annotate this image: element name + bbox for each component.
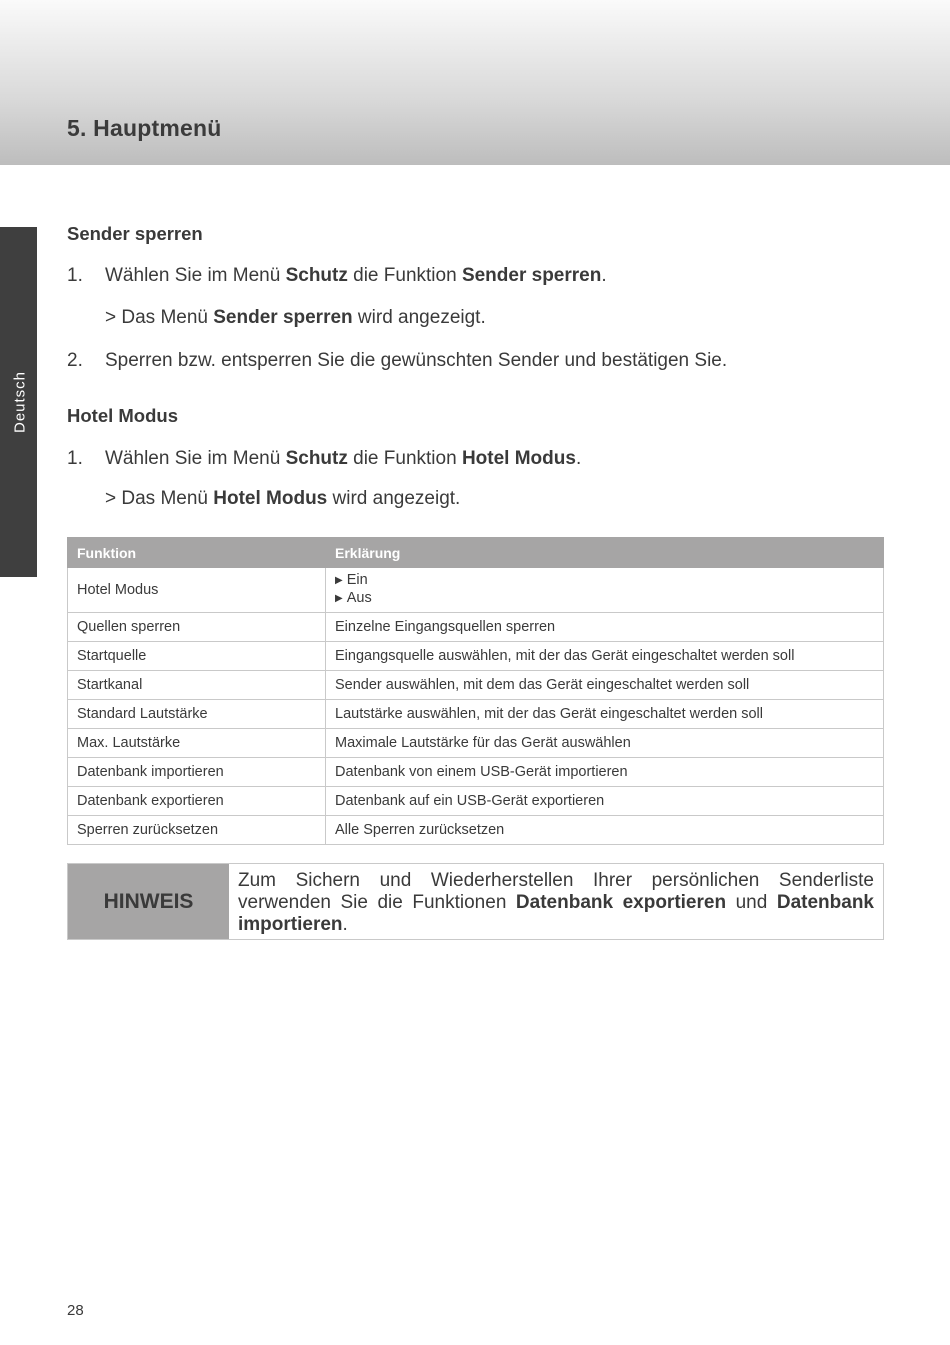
note-text-part: und xyxy=(726,892,777,913)
page-number: 28 xyxy=(67,1302,84,1319)
result-text: > Das Menü xyxy=(105,307,214,328)
option-label: Aus xyxy=(346,590,372,606)
table-cell-erklaerung: Sender auswählen, mit dem das Gerät eingeschaltet werden soll xyxy=(326,671,884,700)
table-header-erklaerung: Erklärung xyxy=(326,538,884,568)
note-label: HINWEIS xyxy=(68,864,229,939)
table-row xyxy=(68,568,884,613)
table-cell-funktion: Sperren zurücksetzen xyxy=(68,816,326,845)
note-text xyxy=(229,864,883,939)
table-header-funktion: Funktion xyxy=(68,538,326,568)
table-cell-funktion: Standard Lautstärke xyxy=(68,700,326,729)
result-sender-1 xyxy=(105,307,486,329)
table-cell-funktion: Datenbank importieren xyxy=(68,758,326,787)
page-title: 5. Hauptmenü xyxy=(67,115,222,141)
table-cell-erklaerung: Datenbank von einem USB-Gerät importieren xyxy=(326,758,884,787)
step-number: 1. xyxy=(67,265,83,286)
step-sender-1 xyxy=(67,265,607,287)
note-box xyxy=(67,863,884,940)
table-cell-erklaerung: Lautstärke auswählen, mit der das Gerät eingeschaltet werden soll xyxy=(326,700,884,729)
result-text: wird angezeigt. xyxy=(327,488,461,509)
step-text: die Funktion xyxy=(347,265,462,286)
step-text: die Funktion xyxy=(347,448,462,469)
table-row xyxy=(68,642,884,671)
result-text: > Das Menü xyxy=(105,488,214,509)
function-table xyxy=(67,537,884,845)
triangle-right-icon: ▶ xyxy=(335,593,343,604)
note-text-part: Zum Sichern und Wiederherstellen Ihrer persönlichen Senderliste verwenden Sie die Funktionen xyxy=(238,870,874,913)
triangle-right-icon: ▶ xyxy=(335,575,343,586)
result-bold-text: Sender sperren xyxy=(213,307,353,328)
table-cell-funktion: Datenbank exportieren xyxy=(68,787,326,816)
table-cell-erklaerung: Datenbank auf ein USB-Gerät exportieren xyxy=(326,787,884,816)
language-tab-label: Deutsch xyxy=(11,370,29,434)
note-text-part: . xyxy=(342,914,348,935)
step-number: 2. xyxy=(67,350,83,371)
result-text: wird angezeigt. xyxy=(352,307,486,328)
table-cell-funktion: Quellen sperren xyxy=(68,613,326,642)
table-cell-erklaerung: Maximale Lautstärke für das Gerät auswählen xyxy=(326,729,884,758)
option-label: Ein xyxy=(346,572,368,588)
table-cell-erklaerung: Einzelne Eingangsquellen sperren xyxy=(326,613,884,642)
table-row xyxy=(68,729,884,758)
step-text: . xyxy=(575,448,582,469)
option-item xyxy=(335,590,874,608)
table-cell-erklaerung: Alle Sperren zurücksetzen xyxy=(326,816,884,845)
note-bold-text: Datenbank exportieren xyxy=(515,892,727,913)
table-cell-funktion: Hotel Modus xyxy=(68,568,326,613)
step-text: . xyxy=(601,265,607,286)
table-row xyxy=(68,700,884,729)
step-bold-text: Schutz xyxy=(285,448,348,469)
step-bold-text: Hotel Modus xyxy=(461,448,576,469)
step-text: Sperren bzw. entsperren Sie die gewünschten Sender und bestätigen Sie. xyxy=(105,350,728,371)
step-sender-2 xyxy=(67,350,727,372)
table-cell-erklaerung: Eingangsquelle auswählen, mit der das Gerät eingeschaltet werden soll xyxy=(326,642,884,671)
table-header-row xyxy=(68,538,884,568)
step-number: 1. xyxy=(67,448,83,469)
note-bold-text: Datenbank importieren xyxy=(238,892,874,935)
table-cell-funktion: Startkanal xyxy=(68,671,326,700)
step-bold-text: Sender sperren xyxy=(461,265,602,286)
step-text: Wählen Sie im Menü xyxy=(105,265,286,286)
table-cell-options xyxy=(326,568,884,613)
step-bold-text: Schutz xyxy=(285,265,348,286)
section-heading-hotel-modus: Hotel Modus xyxy=(67,405,178,426)
result-bold-text: Hotel Modus xyxy=(213,488,328,509)
option-item xyxy=(335,572,874,590)
table-row xyxy=(68,816,884,845)
table-cell-funktion: Startquelle xyxy=(68,642,326,671)
step-text: Wählen Sie im Menü xyxy=(105,448,286,469)
table-row xyxy=(68,613,884,642)
table-row xyxy=(68,671,884,700)
section-heading-sender-sperren: Sender sperren xyxy=(67,223,203,244)
table-row xyxy=(68,758,884,787)
step-hotel-1 xyxy=(67,448,581,470)
table-row xyxy=(68,787,884,816)
result-hotel-1 xyxy=(105,488,460,510)
table-cell-funktion: Max. Lautstärke xyxy=(68,729,326,758)
